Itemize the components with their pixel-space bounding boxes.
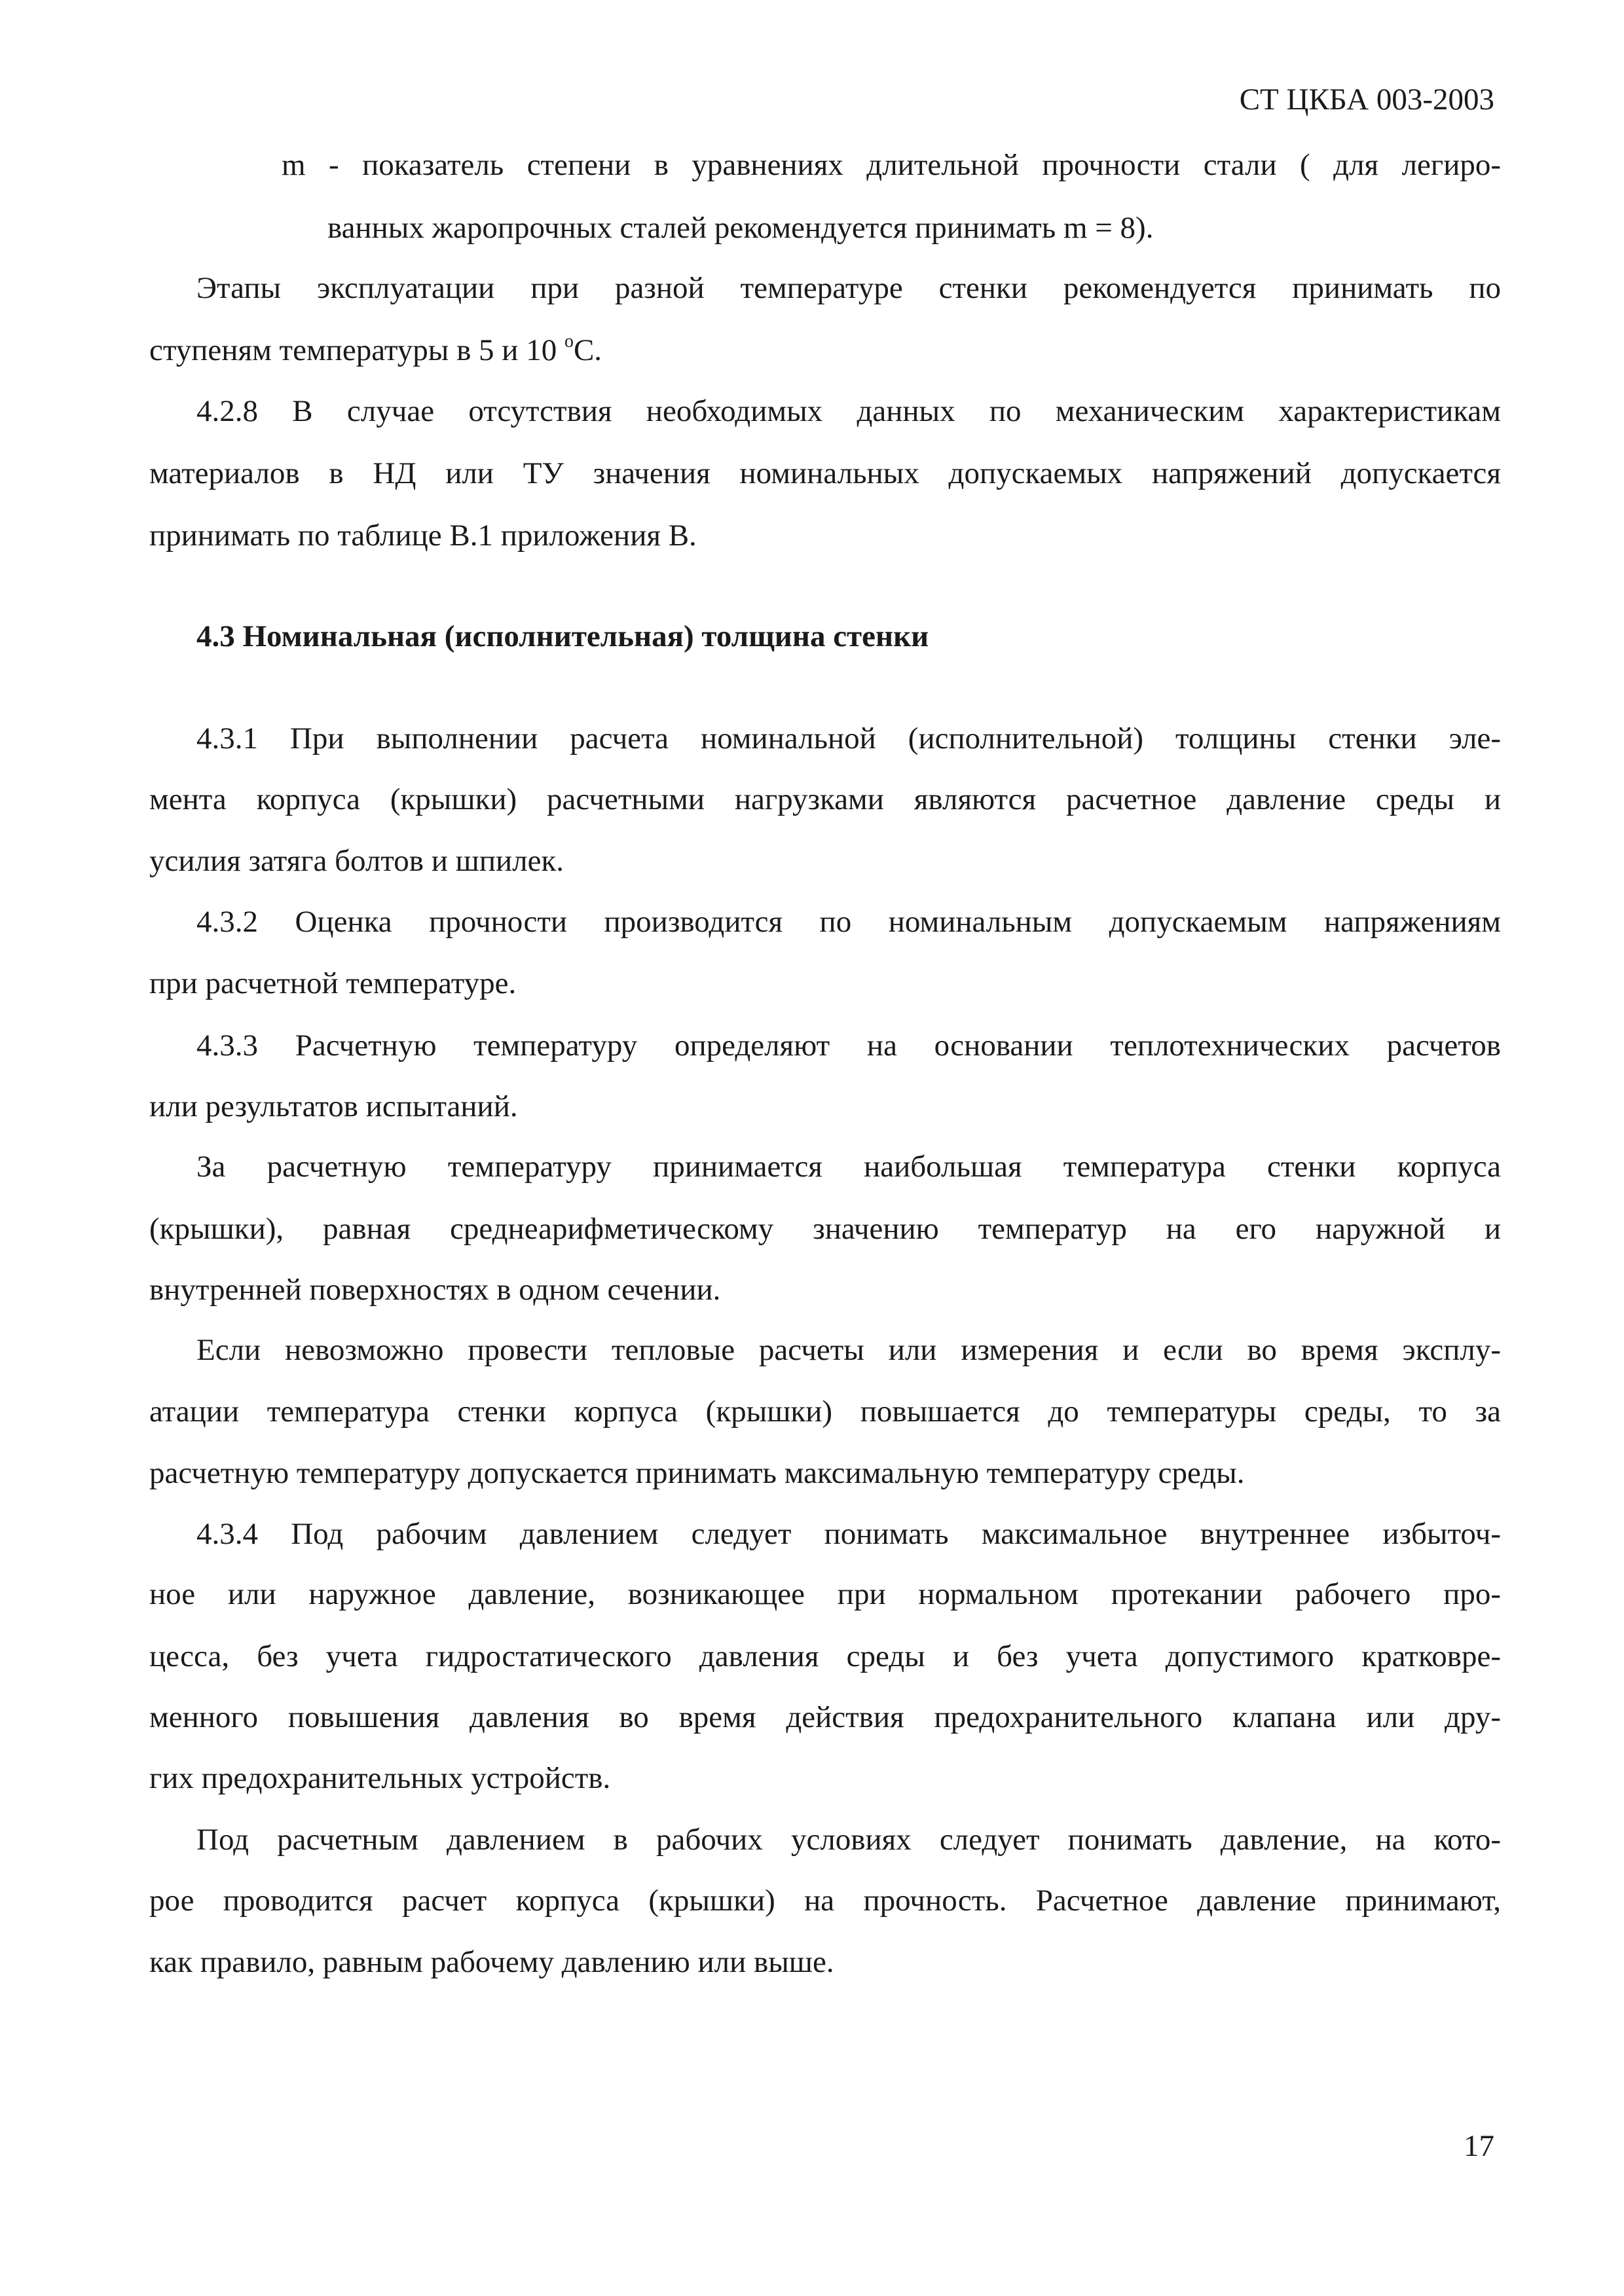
text-line: или результатов испытаний.	[149, 1089, 518, 1123]
text-line: За расчетную температуру принимается наибольшая температура стенки корпуса	[196, 1150, 1501, 1184]
text-line: Под расчетным давлением в рабочих условиях следует понимать давление, на кото-	[196, 1823, 1501, 1857]
text-line: усилия затяга болтов и шпилек.	[149, 844, 564, 878]
text-line: ное или наружное давление, возникающее при нормальном протекании рабочего про-	[149, 1577, 1501, 1611]
text-line: при расчетной температуре.	[149, 966, 517, 1000]
text-fragment: ступеням температуры в 5 и 10	[149, 333, 564, 367]
text-line: как правило, равным рабочему давлению или выше.	[149, 1945, 834, 1979]
text-line: менного повышения давления во время действия предохранительного клапана или дру-	[149, 1700, 1501, 1734]
text-fragment: С.	[573, 333, 602, 367]
text-line: 4.2.8 В случае отсутствия необходимых данных по механическим характеристикам	[196, 394, 1501, 428]
text-line-with-degree	[149, 331, 1501, 370]
text-line: Этапы эксплуатации при разной температуре стенки рекомендуется принимать по	[196, 271, 1501, 305]
text-line: материалов в НД или ТУ значения номинальных допускаемых напряжений допускается	[149, 456, 1501, 490]
text-line: 4.3.4 Под рабочим давлением следует понимать максимальное внутреннее избыточ-	[196, 1517, 1501, 1551]
text-line: (крышки), равная среднеарифметическому значению температур на его наружной и	[149, 1212, 1501, 1246]
text-line: мента корпуса (крышки) расчетными нагрузками являются расчетное давление среды и	[149, 782, 1501, 816]
document-code-header: СТ ЦКБА 003-2003	[1239, 82, 1494, 117]
text-line: расчетную температуру допускается принимать максимальную температуру среды.	[149, 1456, 1245, 1490]
degree-superscript: o	[564, 331, 574, 352]
text-line: m - показатель степени в уравнениях длительной прочности стали ( для легиро-	[282, 148, 1501, 182]
text-line: атации температура стенки корпуса (крышки) повышается до температуры среды, то за	[149, 1394, 1501, 1429]
page-number: 17	[1464, 2129, 1494, 2163]
text-line: рое проводится расчет корпуса (крышки) на прочность. Расчетное давление принимают,	[149, 1884, 1501, 1918]
text-line: 4.3.1 При выполнении расчета номинальной (исполнительной) толщины стенки эле-	[196, 721, 1501, 756]
text-line: цесса, без учета гидростатического давления среды и без учета допустимого кратковре-	[149, 1639, 1501, 1673]
text-line: 4.3.3 Расчетную температуру определяют на основании теплотехнических расчетов	[196, 1029, 1501, 1063]
text-line: Если невозможно провести тепловые расчеты или измерения и если во время эксплу-	[196, 1333, 1501, 1367]
text-line: гих предохранительных устройств.	[149, 1761, 611, 1795]
section-heading: 4.3 Номинальная (исполнительная) толщина стенки	[196, 619, 929, 653]
text-line: 4.3.2 Оценка прочности производится по номинальным допускаемым напряжениям	[196, 905, 1501, 939]
text-line: внутренней поверхностях в одном сечении.	[149, 1273, 721, 1307]
text-line: принимать по таблице В.1 приложения В.	[149, 519, 697, 553]
text-line: ванных жаропрочных сталей рекомендуется принимать m = 8).	[327, 211, 1154, 245]
